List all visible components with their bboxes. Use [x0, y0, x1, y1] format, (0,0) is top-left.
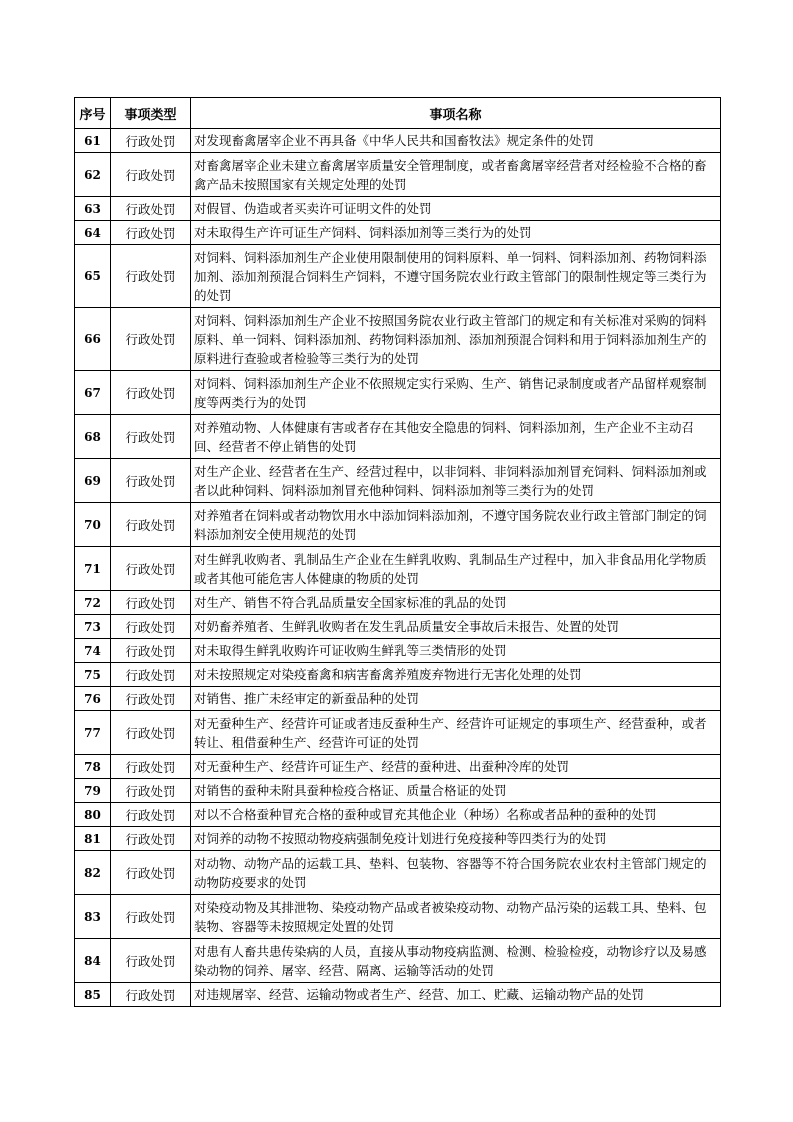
row-type: 行政处罚	[111, 851, 191, 895]
row-no: 79	[75, 779, 111, 803]
row-type: 行政处罚	[111, 503, 191, 547]
row-type: 行政处罚	[111, 803, 191, 827]
row-no: 78	[75, 755, 111, 779]
row-no: 81	[75, 827, 111, 851]
table-row	[75, 371, 721, 415]
row-name: 对无蚕种生产、经营许可证或者违反蚕种生产、经营许可证规定的事项生产、经营蚕种，或者转让、租借蚕种生产、经营许可证的处罚	[191, 711, 721, 755]
row-type: 行政处罚	[111, 983, 191, 1007]
row-type: 行政处罚	[111, 939, 191, 983]
row-no: 71	[75, 547, 111, 591]
table-row	[75, 711, 721, 755]
row-no: 80	[75, 803, 111, 827]
row-type: 行政处罚	[111, 197, 191, 221]
row-name: 对发现畜禽屠宰企业不再具备《中华人民共和国畜牧法》规定条件的处罚	[191, 129, 721, 153]
table-row	[75, 153, 721, 197]
table-row	[75, 663, 721, 687]
header-type: 事项类型	[111, 98, 191, 129]
header-name: 事项名称	[191, 98, 721, 129]
row-name: 对饲料、饲料添加剂生产企业使用限制使用的饲料原料、单一饲料、饲料添加剂、药物饲料添加剂、添加剂预混合饲料生产饲料，不遵守国务院农业行政主管部门的限制性规定等三类行为的处罚	[191, 245, 721, 308]
row-type: 行政处罚	[111, 153, 191, 197]
row-no: 64	[75, 221, 111, 245]
row-type: 行政处罚	[111, 221, 191, 245]
table-row	[75, 895, 721, 939]
row-name: 对畜禽屠宰企业未建立畜禽屠宰质量安全管理制度，或者畜禽屠宰经营者对经检验不合格的畜禽产品未按照国家有关规定处理的处罚	[191, 153, 721, 197]
row-name: 对养殖动物、人体健康有害或者存在其他安全隐患的饲料、饲料添加剂，生产企业不主动召回、经营者不停止销售的处罚	[191, 415, 721, 459]
row-name: 对奶畜养殖者、生鲜乳收购者在发生乳品质量安全事故后未报告、处置的处罚	[191, 615, 721, 639]
row-name: 对无蚕种生产、经营许可证生产、经营的蚕种进、出蚕种冷库的处罚	[191, 755, 721, 779]
table-row	[75, 827, 721, 851]
table-row	[75, 779, 721, 803]
row-no: 67	[75, 371, 111, 415]
row-name: 对以不合格蚕种冒充合格的蚕种或冒充其他企业（种场）名称或者品种的蚕种的处罚	[191, 803, 721, 827]
row-no: 83	[75, 895, 111, 939]
table-row	[75, 851, 721, 895]
table-row	[75, 591, 721, 615]
row-type: 行政处罚	[111, 129, 191, 153]
row-name: 对生产企业、经营者在生产、经营过程中，以非饲料、非饲料添加剂冒充饲料、饲料添加剂或者以此种饲料、饲料添加剂冒充他种饲料、饲料添加剂等三类行为的处罚	[191, 459, 721, 503]
row-no: 68	[75, 415, 111, 459]
table-row	[75, 129, 721, 153]
row-name: 对养殖者在饲料或者动物饮用水中添加饲料添加剂，不遵守国务院农业行政主管部门制定的饲料添加剂安全使用规范的处罚	[191, 503, 721, 547]
table-header-row	[75, 98, 721, 129]
row-no: 82	[75, 851, 111, 895]
table-row	[75, 687, 721, 711]
row-type: 行政处罚	[111, 547, 191, 591]
table-row	[75, 197, 721, 221]
table-row	[75, 459, 721, 503]
table-row	[75, 308, 721, 371]
row-no: 85	[75, 983, 111, 1007]
row-name: 对未按照规定对染疫畜禽和病害畜禽养殖废弃物进行无害化处理的处罚	[191, 663, 721, 687]
header-no: 序号	[75, 98, 111, 129]
row-no: 63	[75, 197, 111, 221]
row-type: 行政处罚	[111, 459, 191, 503]
table-row	[75, 755, 721, 779]
table-row	[75, 547, 721, 591]
row-name: 对销售的蚕种未附具蚕种检疫合格证、质量合格证的处罚	[191, 779, 721, 803]
row-name: 对销售、推广未经审定的新蚕品种的处罚	[191, 687, 721, 711]
row-type: 行政处罚	[111, 308, 191, 371]
row-no: 66	[75, 308, 111, 371]
row-name: 对未取得生鲜乳收购许可证收购生鲜乳等三类情形的处罚	[191, 639, 721, 663]
row-type: 行政处罚	[111, 639, 191, 663]
row-name: 对生鲜乳收购者、乳制品生产企业在生鲜乳收购、乳制品生产过程中，加入非食品用化学物质或者其他可能危害人体健康的物质的处罚	[191, 547, 721, 591]
row-type: 行政处罚	[111, 711, 191, 755]
row-type: 行政处罚	[111, 615, 191, 639]
row-name: 对染疫动物及其排泄物、染疫动物产品或者被染疫动物、动物产品污染的运载工具、垫料、包装物、容器等未按照规定处置的处罚	[191, 895, 721, 939]
row-type: 行政处罚	[111, 591, 191, 615]
table-row	[75, 221, 721, 245]
row-type: 行政处罚	[111, 415, 191, 459]
table-row	[75, 639, 721, 663]
row-no: 73	[75, 615, 111, 639]
row-name: 对饲料、饲料添加剂生产企业不依照规定实行采购、生产、销售记录制度或者产品留样观察制度等两类行为的处罚	[191, 371, 721, 415]
row-type: 行政处罚	[111, 371, 191, 415]
matters-table	[74, 97, 721, 1007]
row-type: 行政处罚	[111, 827, 191, 851]
row-type: 行政处罚	[111, 687, 191, 711]
row-no: 62	[75, 153, 111, 197]
row-type: 行政处罚	[111, 755, 191, 779]
row-name: 对违规屠宰、经营、运输动物或者生产、经营、加工、贮藏、运输动物产品的处罚	[191, 983, 721, 1007]
row-no: 65	[75, 245, 111, 308]
row-no: 61	[75, 129, 111, 153]
row-type: 行政处罚	[111, 779, 191, 803]
table-row	[75, 939, 721, 983]
table-row	[75, 503, 721, 547]
row-type: 行政处罚	[111, 663, 191, 687]
row-no: 74	[75, 639, 111, 663]
row-no: 69	[75, 459, 111, 503]
table-row	[75, 245, 721, 308]
row-name: 对未取得生产许可证生产饲料、饲料添加剂等三类行为的处罚	[191, 221, 721, 245]
table-row	[75, 415, 721, 459]
table-row	[75, 615, 721, 639]
row-no: 77	[75, 711, 111, 755]
row-name: 对生产、销售不符合乳品质量安全国家标准的乳品的处罚	[191, 591, 721, 615]
row-type: 行政处罚	[111, 895, 191, 939]
row-name: 对动物、动物产品的运载工具、垫料、包装物、容器等不符合国务院农业农村主管部门规定的动物防疫要求的处罚	[191, 851, 721, 895]
row-no: 70	[75, 503, 111, 547]
table-row	[75, 803, 721, 827]
row-name: 对饲料、饲料添加剂生产企业不按照国务院农业行政主管部门的规定和有关标准对采购的饲料原料、单一饲料、饲料添加剂、药物饲料添加剂、添加剂预混合饲料和用于饲料添加剂生产的原料进行查验或者检验等三类行为的处罚	[191, 308, 721, 371]
table-row	[75, 983, 721, 1007]
row-no: 75	[75, 663, 111, 687]
row-name: 对假冒、伪造或者买卖许可证明文件的处罚	[191, 197, 721, 221]
row-type: 行政处罚	[111, 245, 191, 308]
table-body	[75, 129, 721, 1007]
row-no: 76	[75, 687, 111, 711]
row-name: 对患有人畜共患传染病的人员，直接从事动物疫病监测、检测、检验检疫，动物诊疗以及易感染动物的饲养、屠宰、经营、隔离、运输等活动的处罚	[191, 939, 721, 983]
row-no: 72	[75, 591, 111, 615]
row-name: 对饲养的动物不按照动物疫病强制免疫计划进行免疫接种等四类行为的处罚	[191, 827, 721, 851]
row-no: 84	[75, 939, 111, 983]
